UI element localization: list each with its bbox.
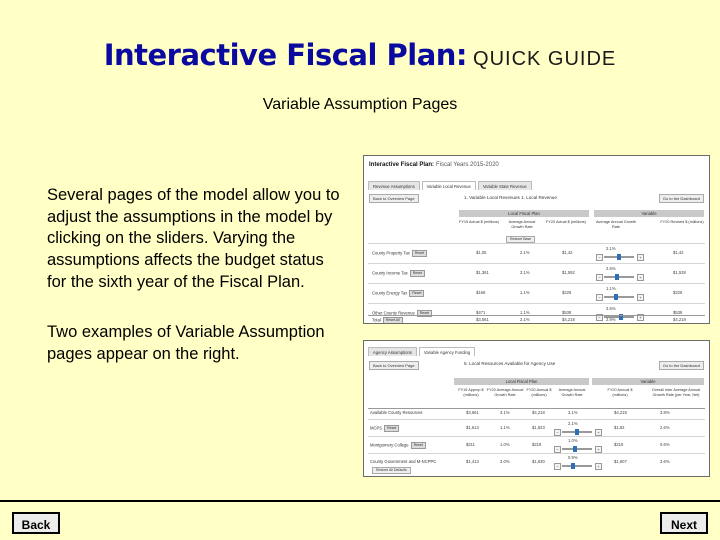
column-header: Average Annual Growth Rate bbox=[558, 388, 586, 397]
example-screenshot-agency-funding bbox=[363, 340, 710, 477]
cell: 2.1% bbox=[568, 421, 578, 426]
column-header: FY20 Annual $ (millions) bbox=[607, 388, 633, 397]
cell: 1.1% bbox=[520, 290, 530, 295]
plus-button[interactable]: + bbox=[637, 274, 644, 281]
reset-button[interactable]: Reset bbox=[417, 310, 432, 317]
cell: $4,218 bbox=[562, 317, 575, 322]
plus-button[interactable]: + bbox=[595, 446, 602, 453]
row-label: County Government and M-NCPPC bbox=[370, 459, 437, 464]
table-row bbox=[368, 453, 705, 471]
group-header-variable: Variable bbox=[594, 210, 704, 217]
divider bbox=[0, 500, 720, 502]
cell: $218 bbox=[614, 442, 624, 447]
column-header: FY20 Annual $ (millions) bbox=[526, 388, 552, 397]
plus-button[interactable]: + bbox=[637, 254, 644, 261]
section-heading: 1. Variable Local Revenues 1. Local Revenue bbox=[464, 195, 557, 200]
title-sub: QUICK GUIDE bbox=[473, 48, 617, 70]
slider-thumb[interactable] bbox=[614, 294, 618, 300]
tab-revenue-assumptions[interactable]: Revenue Assumptions bbox=[368, 181, 420, 190]
plus-button[interactable]: + bbox=[637, 294, 644, 301]
table-row bbox=[368, 243, 705, 264]
table-row bbox=[368, 436, 705, 454]
reset-button[interactable]: Reset bbox=[410, 270, 425, 277]
cell: 2.1% bbox=[520, 317, 530, 322]
column-header: FY15 Approp $ (millions) bbox=[458, 388, 484, 397]
group-header-variable: Variable bbox=[592, 378, 704, 385]
description-paragraph: Several pages of the model allow you to adjust the assumptions in the model by clicking on the sliders. Varying the assumptions affects the budget status for the sixth year of the Fiscal Plan. bbox=[47, 186, 340, 291]
slider-thumb[interactable] bbox=[575, 429, 579, 435]
cell: $1,538 bbox=[673, 270, 686, 275]
cell: 3.1% bbox=[520, 270, 530, 275]
minus-button[interactable]: − bbox=[596, 314, 603, 321]
cell: $4,218 bbox=[614, 410, 627, 415]
cell: 1.0% bbox=[500, 442, 510, 447]
app-title: Interactive Fiscal Plan: Fiscal Years 2015-2020 bbox=[369, 162, 499, 168]
cell: 3.8% bbox=[660, 410, 670, 415]
cell: 3.5% bbox=[606, 306, 616, 311]
cell: $3,561 bbox=[476, 317, 489, 322]
tab-variable-state-revenue[interactable]: Variable State Revenue bbox=[478, 181, 532, 190]
restore-base-button[interactable]: Restore Base bbox=[506, 236, 535, 243]
page-title bbox=[0, 38, 720, 72]
next-button[interactable]: Next bbox=[660, 512, 708, 534]
back-to-overview-button[interactable]: Back to Overview Page bbox=[369, 194, 419, 203]
assumption-slider[interactable] bbox=[562, 448, 592, 450]
title-main: Interactive Fiscal Plan: bbox=[103, 38, 468, 72]
cell: 2.5% bbox=[606, 266, 616, 271]
cell: 3.0% bbox=[500, 459, 510, 464]
assumption-slider[interactable] bbox=[562, 431, 592, 433]
plus-button[interactable]: + bbox=[595, 463, 602, 470]
cell: $538 bbox=[673, 310, 683, 315]
cell: $1,42 bbox=[673, 250, 684, 255]
dashboard-button[interactable]: Go to the Dashboard bbox=[659, 361, 704, 370]
row-label: County Income Tax bbox=[372, 270, 408, 276]
slider-thumb[interactable] bbox=[571, 463, 575, 469]
row-label: Available County Resources bbox=[370, 410, 423, 415]
reset-button[interactable]: Reset bbox=[384, 425, 399, 432]
column-header: FY15 Actual $ (millions) bbox=[459, 220, 499, 224]
group-header-fiscal-plan: Local Fiscal Plan bbox=[454, 378, 589, 385]
cell: $1,607 bbox=[614, 459, 627, 464]
cell: $166 bbox=[476, 290, 486, 295]
reset-button[interactable]: Reset bbox=[412, 250, 427, 257]
cell: $4,218 bbox=[532, 410, 545, 415]
back-to-overview-button[interactable]: Back to Overview Page bbox=[369, 361, 419, 370]
minus-button[interactable]: − bbox=[554, 446, 561, 453]
cell: 2.1% bbox=[606, 246, 616, 251]
column-header: FY20 Revised $ (millions) bbox=[660, 220, 704, 224]
cell: $1,361 bbox=[476, 270, 489, 275]
minus-button[interactable]: − bbox=[554, 463, 561, 470]
cell: $211 bbox=[466, 442, 476, 447]
cell: 1.0% bbox=[568, 438, 578, 443]
assumption-slider[interactable] bbox=[604, 296, 634, 298]
reset-all-button[interactable]: Reset All bbox=[383, 317, 403, 324]
row-label: Montgomery College bbox=[370, 442, 409, 448]
cell: $4,218 bbox=[673, 317, 686, 322]
back-button[interactable]: Back bbox=[12, 512, 60, 534]
table-row bbox=[368, 283, 705, 304]
row-label: County Energy Tax bbox=[372, 290, 408, 296]
table-row bbox=[368, 263, 705, 284]
cell: 1.1% bbox=[606, 286, 616, 291]
column-header: FY20 Actual $ (millions) bbox=[546, 220, 586, 224]
cell: $218 bbox=[532, 442, 542, 447]
cell: 3.1% bbox=[500, 410, 510, 415]
tab-variable-local-revenue[interactable]: Variable Local Revenue bbox=[422, 181, 476, 190]
section-heading: 5. Local Resources Available for Agency Use bbox=[464, 361, 556, 366]
cell: $1,613 bbox=[466, 425, 479, 430]
example-screenshot-local-revenue bbox=[363, 155, 710, 324]
column-header: Average Annual Growth Rate bbox=[595, 220, 637, 229]
row-label: MCPS bbox=[370, 425, 383, 431]
assumption-slider[interactable] bbox=[604, 256, 634, 258]
restore-defaults-button[interactable]: Restore All Defaults bbox=[372, 467, 411, 474]
plus-button[interactable]: + bbox=[595, 429, 602, 436]
cell: $471 bbox=[476, 310, 486, 315]
tab-variable-agency-funding[interactable]: Variable Agency Funding bbox=[419, 347, 475, 356]
cell: $226 bbox=[673, 290, 683, 295]
cell: 1.1% bbox=[520, 310, 530, 315]
plus-button[interactable]: + bbox=[637, 314, 644, 321]
assumption-slider[interactable] bbox=[562, 465, 592, 467]
total-row bbox=[368, 315, 705, 324]
minus-button[interactable]: − bbox=[596, 274, 603, 281]
dashboard-button[interactable]: Go to the Dashboard bbox=[659, 194, 704, 203]
minus-button[interactable]: − bbox=[596, 294, 603, 301]
group-header-fiscal-plan: Local Fiscal Plan bbox=[459, 210, 589, 217]
cell: $3,661 bbox=[466, 410, 479, 415]
minus-button[interactable]: − bbox=[596, 254, 603, 261]
cell: 3.1% bbox=[568, 410, 578, 415]
column-header: Average Annual Growth Rate bbox=[508, 220, 536, 229]
tab-agency-assumptions[interactable]: Agency Assumptions bbox=[368, 347, 417, 356]
cell: 3.6% bbox=[660, 459, 670, 464]
assumption-slider[interactable] bbox=[604, 276, 634, 278]
examples-paragraph: Two examples of Variable Assumption pages appear on the right. bbox=[47, 323, 325, 363]
column-header: Overall Inter Average Annual Growth Rate (per Year, Net) bbox=[651, 388, 701, 397]
cell: $1,05 bbox=[476, 250, 487, 255]
cell: $1,413 bbox=[466, 459, 479, 464]
cell: $1,592 bbox=[562, 270, 575, 275]
cell: $1,630 bbox=[532, 459, 545, 464]
column-header: FY20 Average Annual Growth Rate bbox=[486, 388, 524, 397]
reset-button[interactable]: Reset bbox=[411, 442, 426, 449]
section-subtitle: Variable Assumption Pages bbox=[262, 96, 458, 113]
cell: 1.1% bbox=[500, 425, 510, 430]
cell: 2.1% bbox=[520, 250, 530, 255]
table-row bbox=[368, 419, 705, 437]
slider-thumb[interactable] bbox=[573, 446, 577, 452]
cell: 2.9% bbox=[606, 317, 616, 322]
slider-thumb[interactable] bbox=[615, 274, 619, 280]
slider-thumb[interactable] bbox=[617, 254, 621, 260]
cell: 0.9% bbox=[568, 455, 578, 460]
reset-button[interactable]: Reset bbox=[409, 290, 424, 297]
cell: $226 bbox=[562, 290, 572, 295]
cell: $538 bbox=[562, 310, 572, 315]
row-label: County Property Tax bbox=[372, 250, 410, 256]
cell: $1,82 bbox=[614, 425, 625, 430]
row-label: Total bbox=[372, 317, 381, 323]
cell: 0.6% bbox=[660, 442, 670, 447]
cell: 2.6% bbox=[660, 425, 670, 430]
cell: $1,42 bbox=[562, 250, 573, 255]
total-row bbox=[368, 408, 705, 418]
row-label: Other County Revenue bbox=[372, 310, 415, 316]
minus-button[interactable]: − bbox=[554, 429, 561, 436]
cell: $1,823 bbox=[532, 425, 545, 430]
